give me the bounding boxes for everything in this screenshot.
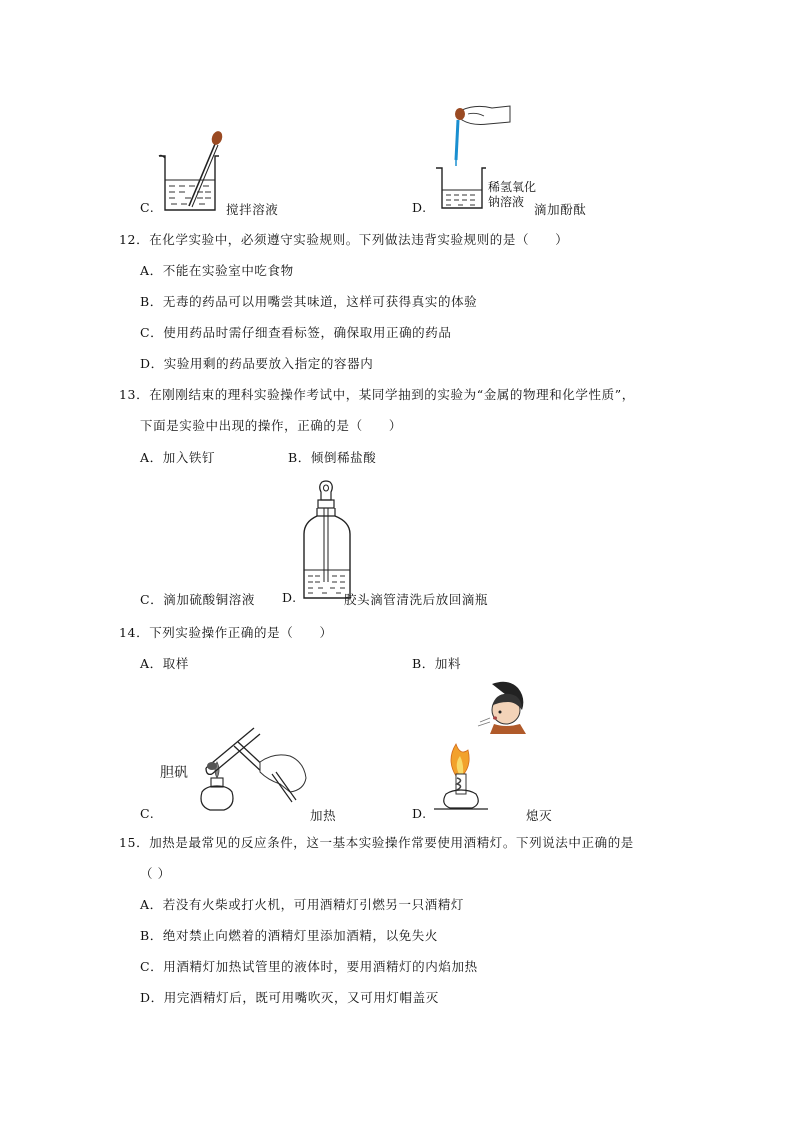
dropper-bottle-figure	[300, 482, 354, 602]
q13-option-c[interactable]: C．滴加硫酸铜溶液	[140, 592, 255, 607]
q11-c-letter: C.	[140, 200, 155, 215]
q15-option-a[interactable]: A．若没有火柴或打火机，可用酒精灯引燃另一只酒精灯	[140, 897, 465, 912]
q14-option-a[interactable]: A．取样	[140, 656, 189, 671]
q12-option-b[interactable]: B．无毒的药品可以用嘴尝其味道，这样可获得真实的体验	[140, 294, 478, 309]
q13-option-b[interactable]: B．倾倒稀盐酸	[288, 450, 377, 465]
q13-stem-line1: 13．在刚刚结束的理科实验操作考试中，某同学抽到的实验为“金属的物理和化学性质”，	[119, 387, 635, 402]
q12-stem: 12．在化学实验中，必须遵守实验规则。下列做法违背实验规则的是（ ）	[119, 232, 569, 247]
q15-option-b[interactable]: B．绝对禁止向燃着的酒精灯里添加酒精，以免失火	[140, 928, 438, 943]
q14-stem: 14．下列实验操作正确的是（ ）	[119, 625, 333, 640]
q15-stem-line2: （ ）	[140, 866, 171, 881]
q11-d-label-line1: 稀氢氧化	[488, 180, 537, 194]
q14-c-caption: 加热	[310, 808, 337, 823]
blowing-lamp-figure	[434, 680, 534, 810]
heating-test-tube-figure	[194, 722, 318, 814]
q12-option-c[interactable]: C．使用药品时需仔细查看标签，确保取用正确的药品	[140, 325, 452, 340]
q11-c-caption: 搅拌溶液	[226, 202, 279, 217]
q14-option-b[interactable]: B．加料	[412, 656, 462, 671]
q13-stem-line2: 下面是实验中出现的操作，正确的是（ ）	[140, 418, 403, 433]
beaker-stirring-figure	[155, 128, 235, 214]
q11-d-label-line2: 钠溶液	[488, 195, 525, 209]
q15-stem-line1: 15．加热是最常见的反应条件，这一基本实验操作常要使用酒精灯。下列说法中正确的是	[119, 835, 634, 850]
q12-option-a[interactable]: A．不能在实验室中吃食物	[140, 263, 294, 278]
q11-d-caption: 滴加酚酞	[534, 202, 587, 217]
q14-c-letter[interactable]: C.	[140, 806, 155, 821]
q11-d-letter: D.	[412, 200, 427, 215]
q15-option-c[interactable]: C．用酒精灯加热试管里的液体时，要用酒精灯的内焰加热	[140, 959, 478, 974]
q12-option-d[interactable]: D．实验用剩的药品要放入指定的容器内	[140, 356, 374, 371]
q13-option-a[interactable]: A．加入铁钉	[140, 450, 216, 465]
q15-option-d[interactable]: D．用完酒精灯后，既可用嘴吹灭，又可用灯帽盖灭	[140, 990, 439, 1005]
q14-c-label: 胆矾	[160, 765, 188, 781]
q13-d-caption: 胶头滴管清洗后放回滴瓶	[344, 592, 489, 607]
q14-d-caption: 熄灭	[526, 808, 553, 823]
q13-d-letter[interactable]: D.	[282, 590, 297, 605]
q14-d-letter[interactable]: D.	[412, 806, 427, 821]
